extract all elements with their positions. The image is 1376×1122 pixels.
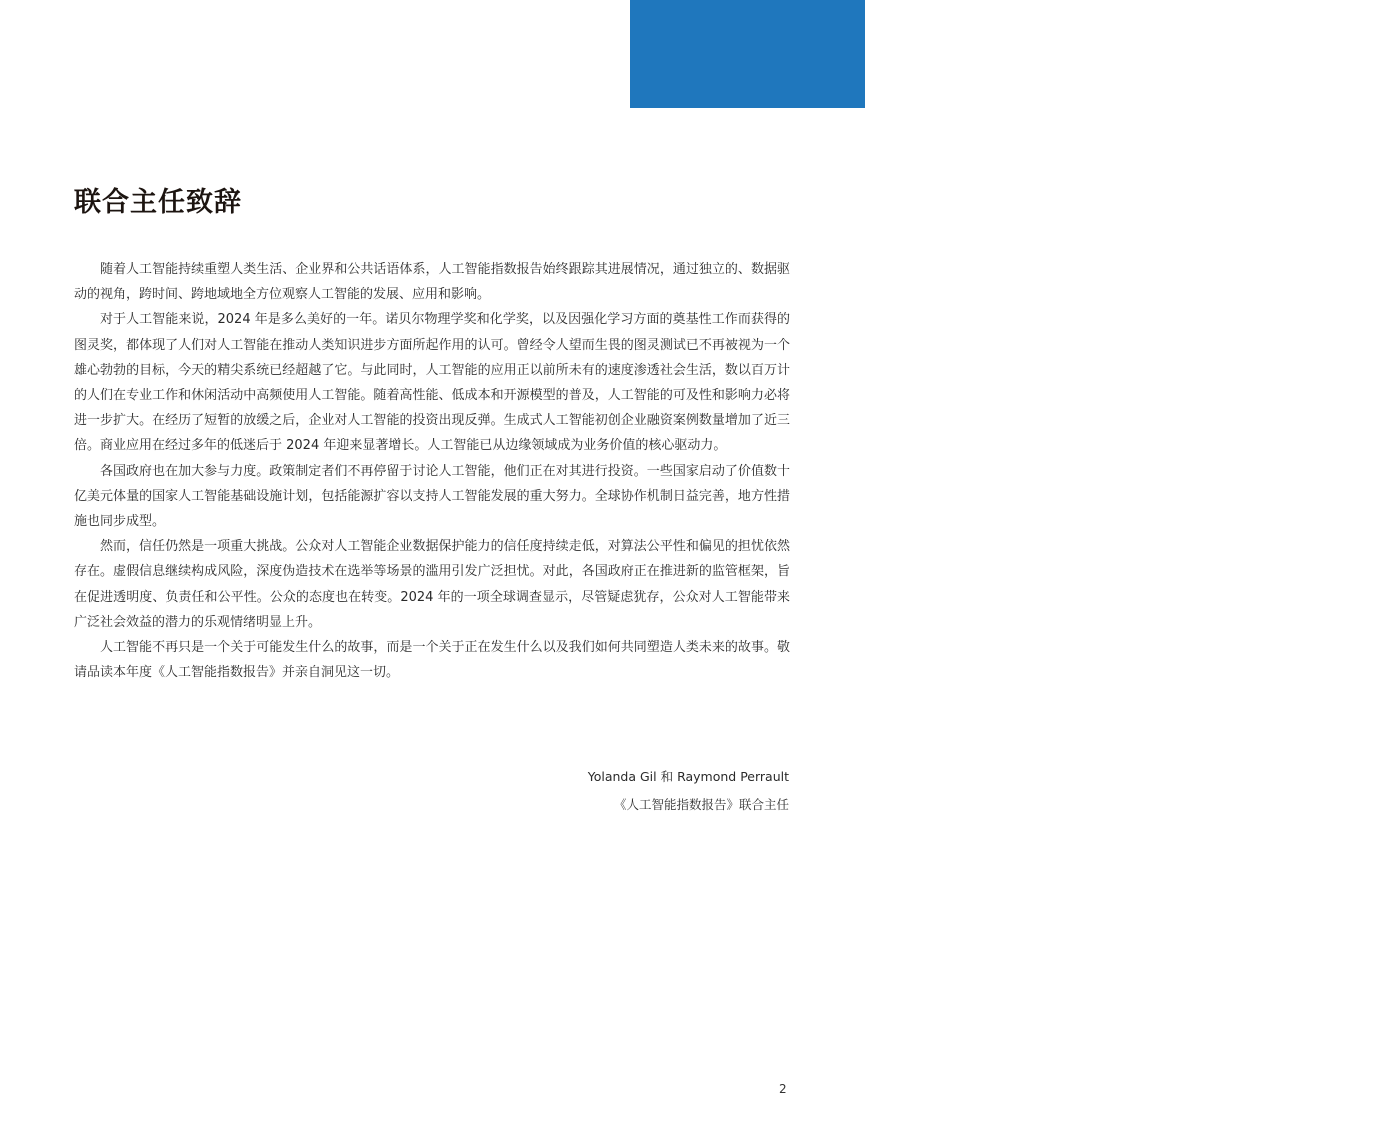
signature-names: Yolanda Gil 和 Raymond Perrault [587, 769, 789, 784]
paragraph: 对于人工智能来说，2024 年是多么美好的一年。诺贝尔物理学奖和化学奖，以及因强化学习方面的奠基性工作而获得的图灵奖，都体现了人们对人工智能在推动人类知识进步方面所起作用的认可。曾经令人望而生畏的图灵测试已不再被视为一个雄心勃勃的目标，今天的精尖系统已经超越了它。与此同时，人工智能的应用正以前所未有的速度渗透社会生活，数以百万计的人们在专业工作和休闲活动中高频使用人工智能。随着高性能、低成本和开源模型的普及，人工智能的可及性和影响力必将进一步扩大。在经历了短暂的放缓之后，企业对人工智能的投资出现反弹。生成式人工智能初创企业融资案例数量增加了近三倍。商业应用在经过多年的低迷后于 2024 年迎来显著增长。人工智能已从边缘领域成为业务价值的核心驱动力。 [74, 312, 790, 454]
report-title [1348, 55, 1376, 139]
ai-index-logo-icon [1297, 45, 1341, 79]
signature-block [588, 763, 789, 819]
page-number: 2 [779, 1082, 787, 1096]
paragraph: 然而，信任仍然是一项重大挑战。公众对人工智能企业数据保护能力的信任度持续走低，对算法公平性和偏见的担忧依然存在。虚假信息继续构成风险，深度伪造技术在选举等场景的滥用引发广泛担忧。对此，各国政府正在推进新的监管框架，旨在促进透明度、负责任和公平性。公众的态度也在转变。2024 年的一项全球调查显示，尽管疑虑犹存，公众对人工智能带来广泛社会效益的潜力的乐观情绪明显上升。 [74, 539, 790, 630]
report-title-line2: 指数报告 [1348, 111, 1370, 138]
paragraph: 各国政府也在加大参与力度。政策制定者们不再停留于讨论人工智能，他们正在对其进行投资。一些国家启动了价值数十亿美元体量的国家人工智能基础设施计划，包括能源扩容以支持人工智能发展的重大努力。全球协作机制日益完善，地方性措施也同步成型。 [74, 463, 790, 530]
letter-body [74, 257, 790, 685]
report-title-line1: 2025年人工智能 [1348, 55, 1376, 110]
paragraph: 人工智能不再只是一个关于可能发生什么的故事，而是一个关于正在发生什么以及我们如何共同塑造人类未来的故事。敬请品读本年度《人工智能指数报告》并亲自洞见这一切。 [74, 640, 790, 681]
report-header-badge [630, 0, 1376, 138]
signature-role: 《人工智能指数报告》联合主任 [613, 797, 789, 812]
paragraph: 随着人工智能持续重塑人类生活、企业界和公共话语体系，人工智能指数报告始终跟踪其进展情况，通过独立的、数据驱动的视角，跨时间、跨地域地全方位观察人工智能的发展、应用和影响。 [74, 262, 790, 303]
page-title: 联合主任致辞 [74, 187, 242, 218]
